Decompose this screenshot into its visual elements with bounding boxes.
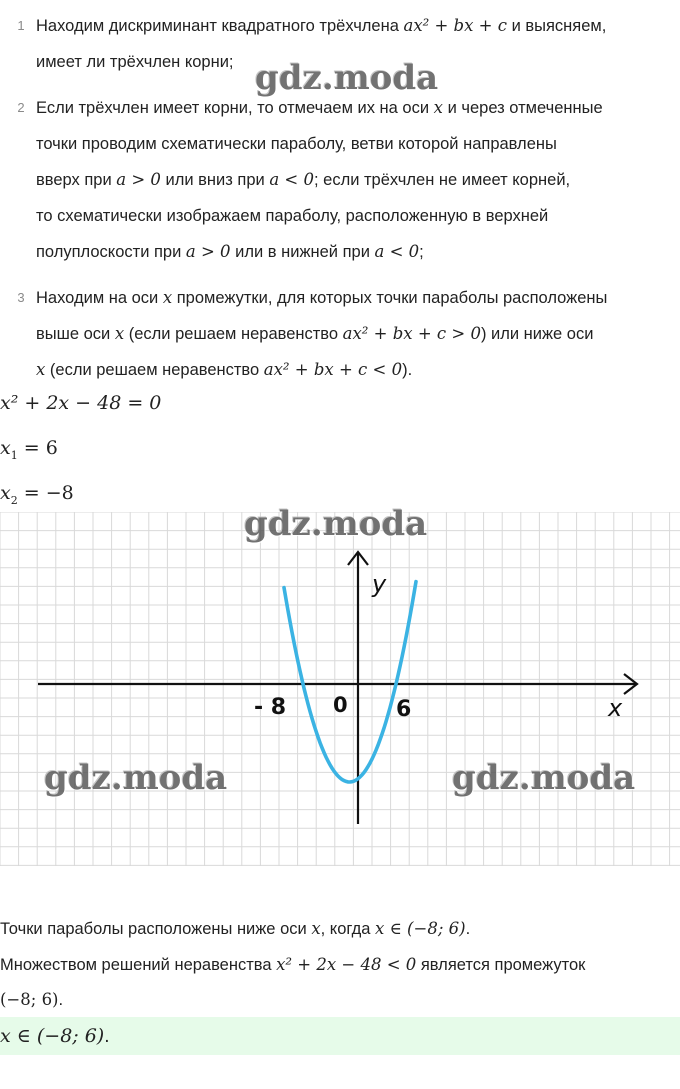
step-line: Если трёхчлен имеет корни, то отмечаем их на оси x и через отмеченные	[36, 98, 603, 117]
watermark: gdz.moda	[244, 504, 428, 544]
y-axis-label: y	[372, 570, 387, 598]
x-axis-label: x	[608, 694, 623, 722]
step-number: 3	[17, 290, 25, 305]
watermark: gdz.moda	[255, 58, 439, 98]
step-line: полуплоскости при a > 0 или в нижней при a < 0;	[36, 242, 424, 261]
step-line: x (если решаем неравенство ax² + bx + c < 0).	[36, 360, 413, 379]
step-line: Находим на оси x промежутки, для которых точки параболы расположены	[36, 288, 608, 307]
answer-box	[0, 1017, 680, 1055]
root-right-label: 6	[396, 697, 412, 722]
answer-dot: .	[104, 1026, 110, 1047]
parabola-graph	[0, 504, 680, 866]
root-x1: $x_1 = 6$	[0, 437, 58, 462]
step-number: 2	[17, 100, 25, 115]
step-line: Находим дискриминант квадратного трёхчлена ax² + bx + c и выясняем,	[36, 16, 607, 35]
watermark: gdz.moda	[44, 758, 228, 798]
step-line: выше оси x (если решаем неравенство ax² + bx + c > 0) или ниже оси	[36, 324, 594, 343]
graph-svg	[0, 512, 680, 866]
step-line: точки проводим схематически параболу, ветви которой направлены	[36, 135, 557, 153]
step-line: то схематически изображаем параболу, расположенную в верхней	[36, 207, 549, 225]
step-line: имеет ли трёхчлен корни;	[36, 53, 234, 71]
step-text	[36, 90, 680, 270]
step-text	[36, 280, 680, 388]
step-line: вверх при a > 0 или вниз при a < 0; если трёхчлен не имеет корней,	[36, 170, 571, 189]
step-number: 1	[17, 18, 25, 33]
watermark: gdz.moda	[452, 758, 636, 798]
root-x2: $x_2 = -8$	[0, 482, 74, 507]
answer-text: x ∈ (−8; 6)	[0, 1025, 105, 1047]
conclusion-line-3: (−8; 6).	[0, 990, 64, 1009]
grid	[0, 512, 680, 866]
quadratic-equation: x² + 2x − 48 = 0	[0, 392, 162, 414]
conclusion-line-1: Точки параболы расположены ниже оси x, когда x ∈ (−8; 6).	[0, 919, 471, 938]
parabola-curve	[284, 582, 416, 782]
conclusion-line-2: Множеством решений неравенства x² + 2x − 48 < 0 является промежуток	[0, 955, 586, 974]
root-left-label: - 8	[254, 695, 287, 720]
origin-label: 0	[333, 693, 348, 717]
